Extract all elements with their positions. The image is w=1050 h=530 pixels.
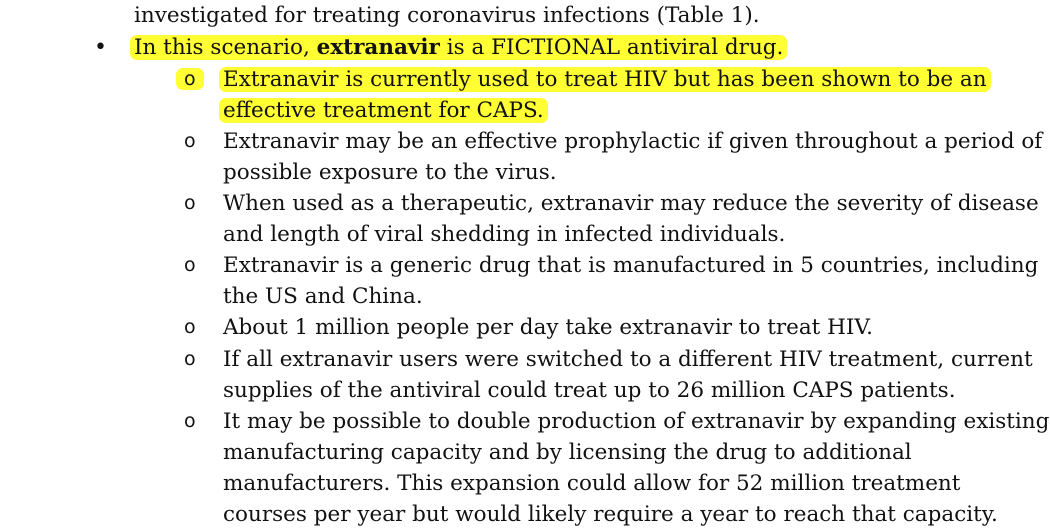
subitem-6-line-1: If all extranavir users were switched to a different HIV treatment, current [223,347,1033,372]
subitem-7-line-1: It may be possible to double production of extranavir by expanding existing [223,409,1050,434]
subitem-6-line-2: supplies of the antiviral could treat up to 26 million CAPS patients. [223,378,956,403]
secondary-bullet: o [184,348,196,370]
secondary-bullet: o [184,316,196,338]
subitem-2-line-2: possible exposure to the virus. [223,160,557,185]
subitem-3-line-1: When used as a therapeutic, extranavir may reduce the severity of disease [223,191,1039,216]
secondary-bullet: o [184,410,196,432]
subitem-7-line-2: manufacturing capacity and by licensing the drug to additional [223,440,912,465]
subitem-5-line-1: About 1 million people per day take extranavir to treat HIV. [223,315,873,340]
secondary-bullet [184,64,204,95]
primary-bullet: • [94,35,107,60]
bullet-highlight: o [176,68,204,90]
subitem-7-line-4: courses per year but would likely require a year to reach that capacity. [223,502,998,527]
subitem-4-line-1: Extranavir is a generic drug that is manufactured in 5 countries, including [223,253,1039,278]
secondary-bullet: o [184,254,196,276]
subitem-4-line-2: the US and China. [223,284,423,309]
scenario-highlight [130,35,787,60]
drug-name-bold: extranavir [316,35,440,60]
scenario-line [134,32,787,63]
intro-continuation-line: investigated for treating coronavirus infections (Table 1). [134,3,760,28]
secondary-bullet: o [184,130,196,152]
subitem-3-line-2: and length of viral shedding in infected individuals. [223,222,786,247]
scenario-suffix: is a FICTIONAL antiviral drug. [439,35,784,60]
secondary-bullet: o [184,192,196,214]
subitem-2-line-1: Extranavir may be an effective prophylactic if given throughout a period of [223,129,1043,154]
subitem-1-line-1 [223,64,991,95]
scenario-prefix: In this scenario, [134,35,317,60]
subitem-1-highlight-1: Extranavir is currently used to treat HIV but has been shown to be an [219,67,991,92]
subitem-1-line-2 [223,95,548,126]
subitem-1-highlight-2: effective treatment for CAPS. [219,98,548,123]
subitem-7-line-3: manufacturers. This expansion could allow for 52 million treatment [223,471,961,496]
